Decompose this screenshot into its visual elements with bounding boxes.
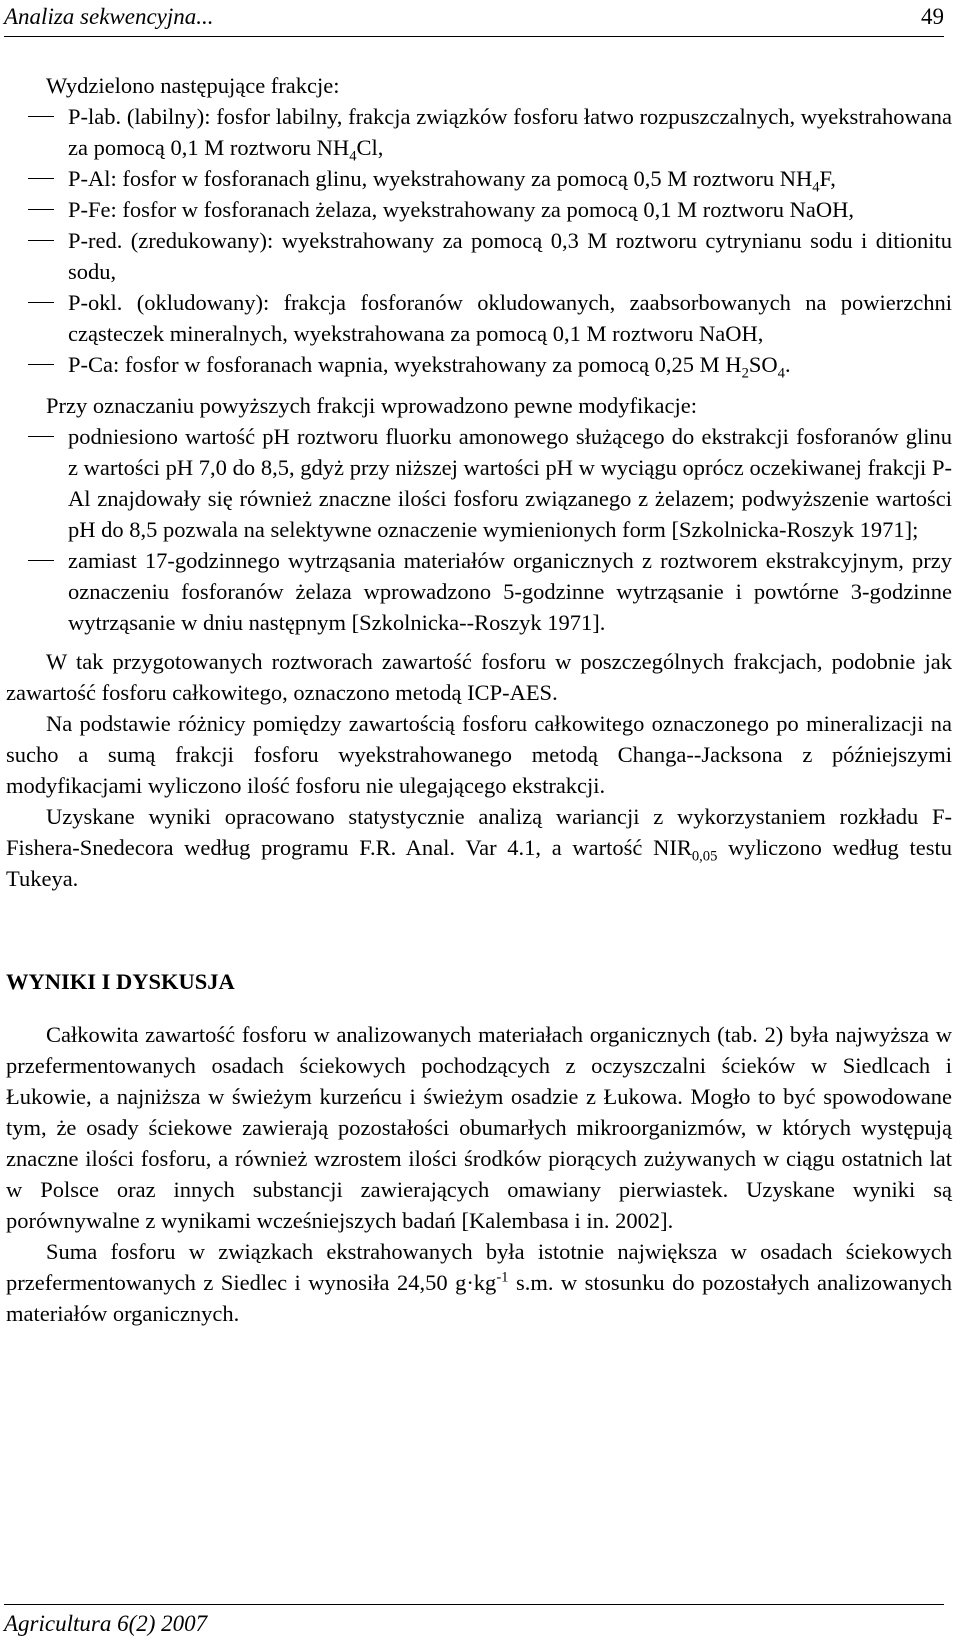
- list-item: podniesiono wartość pH roztworu fluorku amonowego służącego do ekstrakcji fosforanów glinu z wartości pH 7,0 do 8,5, gdyż przy niższej wartości pH w wyciągu oprócz oczekiwanej frakcji P-Al znajdowały się również znaczne ilości fosforu związanego z żelazem; podwyższenie wartości pH do 8,5 pozwala na selektywne oznaczenie wymienionych form [Szkolnicka-Roszyk 1971];: [6, 421, 952, 545]
- list-item: P-lab. (labilny): fosfor labilny, frakcja związków fosforu łatwo rozpuszczalnych, wyekstrahowana za pomocą 0,1 M roztworu $NH_4Cl$,: [6, 101, 952, 163]
- list-item: P-Ca: fosfor w fosforanach wapnia, wyekstrahowany za pomocą 0,25 M $H_2SO_4$.: [6, 349, 952, 380]
- page-number: 49: [921, 4, 944, 29]
- list-item: P-okl. (okludowany): frakcja fosforanów okludowanych, zaabsorbowanych na powierzchni cząsteczek mineralnych, wyekstrahowana za pomocą 0,1 M roztworu NaOH,: [6, 287, 952, 349]
- modifications-list: [6, 421, 952, 638]
- modifications-intro: Przy oznaczaniu powyższych frakcji wprowadzono pewne modyfikacje:: [46, 393, 697, 418]
- running-footer: [4, 1604, 944, 1637]
- paragraph: W tak przygotowanych roztworach zawartość fosforu w poszczególnych frakcjach, podobnie jak zawartość fosforu całkowitego, oznaczono metodą ICP-AES.: [6, 649, 952, 705]
- list-item: zamiast 17-godzinnego wytrząsania materiałów organicznych z roztworem ekstrakcyjnym, przy oznaczeniu fosforanów żelaza wprowadzono 5-godzinne wytrząsanie i powtórne 3-godzinne wytrząsanie w dniu następnym [Szkolnicka--Roszyk 1971].: [6, 545, 952, 638]
- paragraph: Całkowita zawartość fosforu w analizowanych materiałach organicznych (tab. 2) była najwyższa w przefermentowanych osadach ściekowych pochodzących z oczyszczalni ścieków w Siedlcach i Łukowie, a najniższa w świeżym kurzeńcu i świeżym osadzie z Łukowa. Mogło to być spowodowane tym, że osady ściekowe zawierają pozostałości obumarłych mikroorganizmów, w których występują znaczne ilości fosforu, a również wzrostem ilości środków piorących zużywanych w ciągu ostatnich lat w Polsce oraz innych substancji zawierających omawiany pierwiastek. Uzyskane wyniki są porównywalne z wynikami wcześniejszych badań [Kalembasa i in. 2002].: [6, 1022, 952, 1233]
- fractions-intro: Wydzielono następujące frakcje:: [46, 73, 340, 98]
- paragraph-statistics: Uzyskane wyniki opracowano statystycznie analizą wariancji z wykorzystaniem rozkładu F-Fishera-Snedecora według programu F.R. Anal. Var 4.1, a wartość $NIR_{0,05}$ wyliczono według testu Tukeya.: [6, 804, 952, 891]
- running-header: [4, 4, 944, 37]
- paragraph: Suma fosforu w związkach ekstrahowanych była istotnie największa w osadach ściekowych przefermentowanych z Siedlec i wynosiła 24,50 $g\cdot kg^{-1}$ s.m. w stosunku do pozostałych analizowanych materiałów organicznych.: [6, 1239, 952, 1326]
- list-item: P-red. (zredukowany): wyekstrahowany za pomocą 0,3 M roztworu cytrynianu sodu i ditionitu sodu,: [6, 225, 952, 287]
- paragraph: Na podstawie różnicy pomiędzy zawartością fosforu całkowitego oznaczonego po mineralizacji na sucho a sumą frakcji fosforu wyekstrahowanego metodą Changa--Jacksona z późniejszymi modyfikacjami wyliczono ilość fosforu nie ulegającego ekstrakcji.: [6, 711, 952, 798]
- list-item: P-Fe: fosfor w fosforanach żelaza, wyekstrahowany za pomocą 0,1 M roztworu NaOH,: [6, 194, 952, 225]
- list-item: P-Al: fosfor w fosforanach glinu, wyekstrahowany za pomocą 0,5 M roztworu $NH_4F$,: [6, 163, 952, 194]
- page-body: [6, 70, 952, 1329]
- fractions-list: [6, 101, 952, 380]
- journal-citation: Agricultura 6(2) 2007: [4, 1611, 208, 1636]
- section-heading: WYNIKI I DYSKUSJA: [6, 969, 235, 994]
- running-title: Analiza sekwencyjna...: [4, 4, 214, 29]
